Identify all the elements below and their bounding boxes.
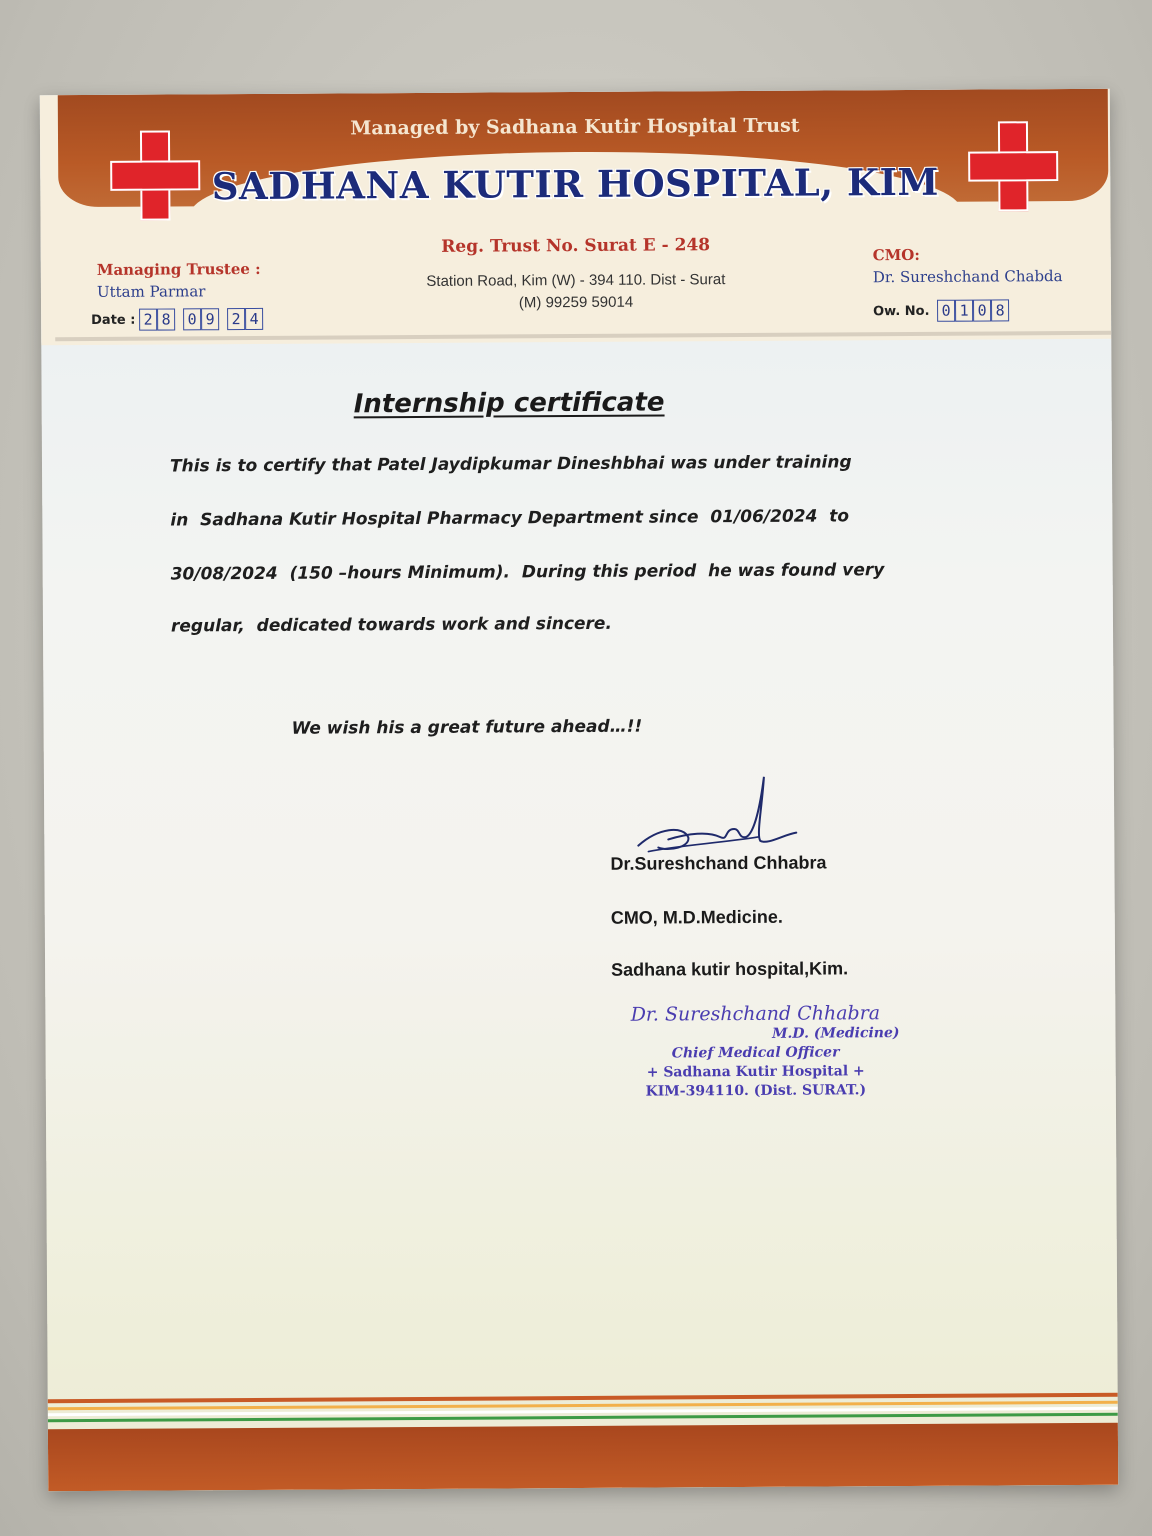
signatory-name: Dr.Sureshchand Chhabra (610, 852, 827, 874)
address-line: Station Road, Kim (W) - 394 110. Dist - Surat (426, 271, 726, 290)
letterhead (40, 89, 1112, 346)
date-field (139, 308, 263, 331)
ow-number-field (937, 299, 1009, 321)
date-label: Date : (91, 312, 136, 328)
reg-trust-number: Reg. Trust No. Surat E - 248 (441, 235, 711, 257)
hospital-name: SADHANA KUTIR HOSPITAL, KIM (211, 159, 939, 209)
ow-digit: 0 (973, 299, 991, 321)
stamp-location: KIM-394110. (Dist. SURAT.) (645, 1082, 867, 1100)
certificate-body-line: 30/08/2024 (150 –hours Minimum). During this period he was found very (170, 560, 885, 585)
date-digit: 2 (139, 309, 157, 331)
managing-trustee-label: Managing Trustee : (96, 259, 261, 279)
certificate-paper (40, 89, 1119, 1492)
certificate-body-line: This is to certify that Patel Jaydipkumar Dineshbhai was under training (169, 452, 852, 477)
signatory-designation: CMO, M.D.Medicine. (610, 906, 783, 928)
cmo-name: Dr. Sureshchand Chabda (872, 267, 1063, 287)
phone-line: (M) 99259 59014 (518, 293, 634, 312)
date-digit: 0 (183, 308, 201, 330)
ow-digit: 8 (991, 299, 1009, 321)
stamp-role: Chief Medical Officer (671, 1044, 840, 1062)
closing-wish: We wish his a great future ahead…!! (291, 716, 643, 739)
stamp-qualification: M.D. (Medicine) (771, 1025, 900, 1042)
stamp-name: Dr. Sureshchand Chhabra (630, 1002, 881, 1026)
date-digit: 9 (201, 308, 219, 330)
date-digit: 2 (227, 308, 245, 330)
ow-digit: 1 (955, 300, 973, 322)
certificate-body-line: regular, dedicated towards work and sincere. (170, 613, 612, 637)
certificate-body-line: in Sadhana Kutir Hospital Pharmacy Department since 01/06/2024 to (170, 506, 850, 531)
date-digit: 8 (157, 308, 175, 330)
certificate-title: Internship certificate (353, 387, 665, 420)
cmo-label: CMO: (872, 245, 920, 265)
signatory-organization: Sadhana kutir hospital,Kim. (611, 958, 849, 980)
footer-band (48, 1393, 1119, 1492)
ow-digit: 0 (937, 300, 955, 322)
managed-by-line: Managed by Sadhana Kutir Hospital Trust (350, 114, 800, 140)
managing-trustee-name: Uttam Parmar (96, 282, 206, 301)
official-stamp (605, 1002, 906, 1102)
ow-number-label: Ow. No. (873, 303, 930, 320)
stamp-hospital: + Sadhana Kutir Hospital + (646, 1063, 865, 1081)
header-divider (55, 331, 1115, 341)
date-digit: 4 (245, 308, 263, 330)
